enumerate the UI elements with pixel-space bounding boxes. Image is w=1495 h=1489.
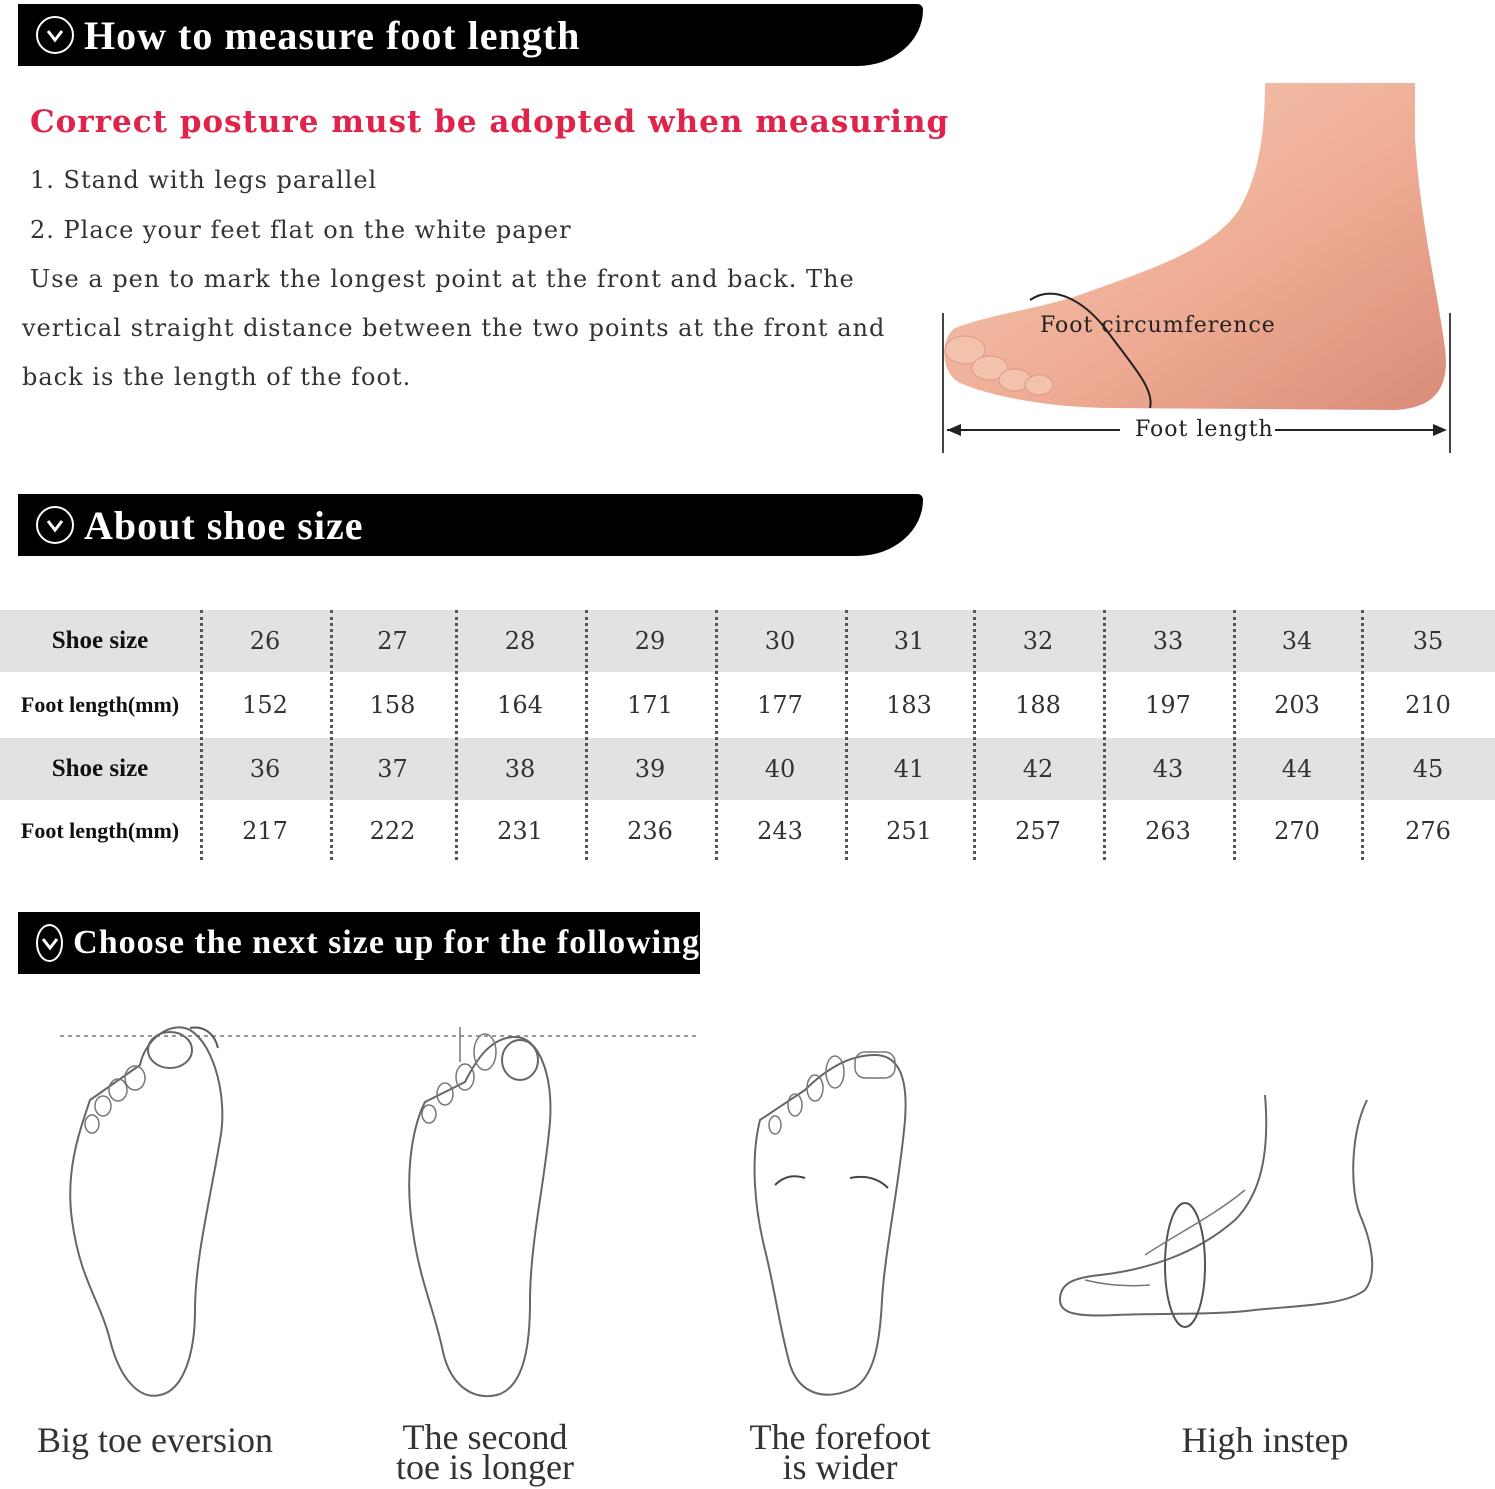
section-banner-next-size [18,912,700,974]
chevron-down-circle-icon [36,924,63,962]
section-banner-about [18,494,923,556]
high-instep-sketch [1055,1095,1375,1335]
table-cell: 40 [764,755,796,783]
table-cell: 270 [1274,817,1320,845]
table-cell: 28 [504,627,536,655]
chevron-down-circle-icon [36,506,74,544]
section-title: About shoe size [84,502,364,548]
table-cell: 45 [1412,755,1444,783]
section-title: How to measure foot length [84,12,581,58]
table-cell: 31 [893,627,925,655]
table-cell: 152 [242,691,288,719]
table-cell: 158 [369,691,416,719]
forefoot-wider-sketch [750,1050,910,1400]
table-row [0,674,1495,736]
caption-line-2: toe is longer [396,1447,574,1487]
table-cell: 188 [1015,691,1061,719]
big-toe-eversion-sketch [60,1020,240,1405]
chevron-down-circle-icon [36,16,74,54]
description-line-1: Use a pen to mark the longest point at the front and back. The [30,265,855,293]
table-cell: 231 [497,817,543,845]
step-2: 2. Place your feet flat on the white paper [30,216,572,244]
section-banner-measure [18,4,923,66]
table-cell: 236 [627,817,673,845]
table-cell: 26 [249,627,281,655]
table-cell: 276 [1405,817,1451,845]
column-divider [585,610,588,860]
table-cell: 217 [242,817,288,845]
section-title: Choose the next size up for the following [73,924,700,961]
foot-length-label: Foot length [1135,417,1274,442]
table-cell: 171 [627,691,673,719]
caption-forefoot-wider [715,1417,965,1487]
table-cell: 30 [764,627,796,655]
column-divider [200,610,203,860]
table-cell: 222 [369,817,416,845]
table-cell: 41 [893,755,925,783]
table-cell: 177 [757,691,803,719]
description-line-2: vertical straight distance between the two points at the front and [22,314,886,342]
table-cell: 203 [1274,691,1320,719]
caption-line-1: The forefoot [749,1417,931,1457]
row-label: Foot length(mm) [20,818,180,843]
table-row [0,610,1495,672]
table-cell: 251 [886,817,932,845]
table-cell: 27 [377,627,408,655]
table-cell: 29 [634,627,666,655]
column-divider [330,610,333,860]
size-table [0,610,1495,860]
foot-circumference-label: Foot circumference [1040,313,1276,338]
row-label: Foot length(mm) [20,692,180,717]
caption-big-toe-eversion [20,1420,290,1460]
caption-second-toe [360,1417,610,1487]
column-divider [1361,610,1364,860]
table-row [0,800,1495,862]
table-cell: 32 [1022,627,1054,655]
column-divider [1233,610,1236,860]
row-label: Shoe size [51,627,149,654]
table-cell: 39 [634,755,666,783]
table-cell: 33 [1152,627,1184,655]
table-cell: 37 [377,755,408,783]
table-cell: 34 [1281,627,1313,655]
caption-line-1: The second [402,1417,568,1457]
table-cell: 257 [1015,817,1061,845]
column-divider [715,610,718,860]
table-cell: 263 [1145,817,1191,845]
table-cell: 243 [757,817,803,845]
table-cell: 38 [504,755,536,783]
caption-line-1: Big toe eversion [37,1420,273,1460]
table-cell: 210 [1405,691,1451,719]
description-line-3: back is the length of the foot. [22,363,412,391]
foot-illustration [935,78,1465,458]
table-cell: 36 [249,755,281,783]
second-toe-longer-sketch [405,1022,555,1402]
row-label: Shoe size [51,755,149,782]
table-cell: 43 [1152,755,1184,783]
table-cell: 44 [1281,755,1313,783]
caption-line-2: is wider [782,1447,898,1487]
table-cell: 42 [1022,755,1054,783]
column-divider [845,610,848,860]
table-cell: 183 [886,691,932,719]
column-divider [973,610,976,860]
caption-high-instep [1140,1420,1390,1460]
table-cell: 164 [497,691,543,719]
caption-line-1: High instep [1181,1420,1349,1460]
step-1: 1. Stand with legs parallel [30,166,378,194]
measure-subtitle: Correct posture must be adopted when measuring [30,104,950,140]
column-divider [1103,610,1106,860]
table-cell: 35 [1412,627,1444,655]
table-row [0,738,1495,800]
table-cell: 197 [1145,691,1191,719]
column-divider [455,610,458,860]
